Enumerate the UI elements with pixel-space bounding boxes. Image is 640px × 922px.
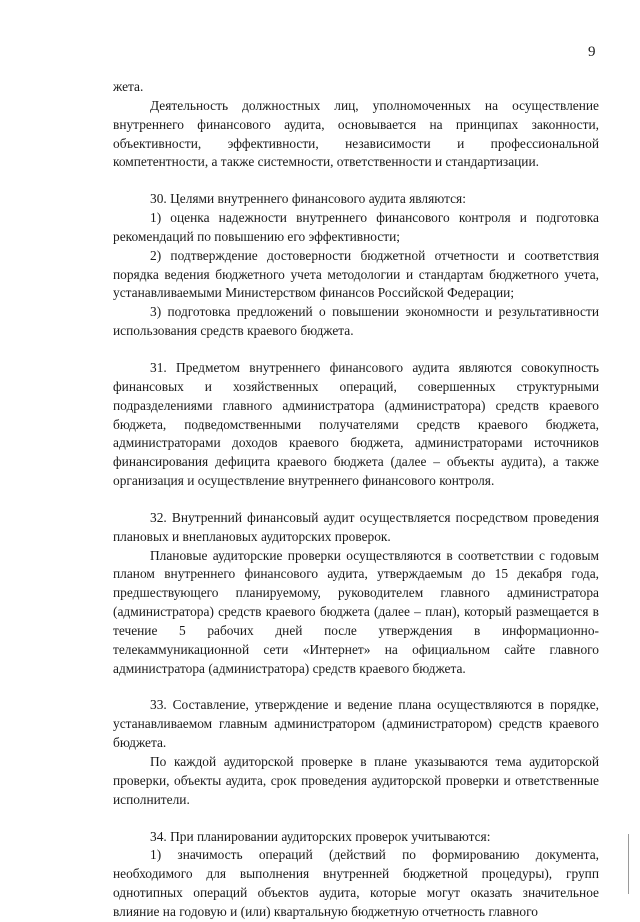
- paragraph: По каждой аудиторской проверке в плане указываются тема аудиторской проверки, объекты аудита, срок проведения аудиторской проверки и ответственные исполнители.: [113, 754, 599, 807]
- paragraph: 1) оценка надежности внутреннего финансового контроля и подготовка рекомендаций по повышению его эффективности;: [113, 210, 599, 244]
- paragraph: Плановые аудиторские проверки осуществляются в соответствии с годовым планом внутреннего финансового аудита, утверждаемым до 15 декабря года, предшествующего планируемому, руководителем главного администратора (администратора) средств краевого бюджета (далее – план), который размещается в течение 5 рабочих дней после утверждения в информационно-телекаммуникационной сети «Интернет» на официальном сайте главного администратора (администратора) средств краевого бюджета.: [113, 547, 599, 676]
- page-number: 9: [588, 44, 596, 60]
- paragraph: Деятельность должностных лиц, уполномоченных на осуществление внутреннего финансового аудита, основывается на принципах законности, объективности, эффективности, независимости и профессиональной компетентности, а также системности, ответственности и стандартизации.: [113, 97, 599, 170]
- paragraph: 30. Целями внутреннего финансового аудита являются:: [150, 191, 466, 207]
- paragraph: 2) подтверждение достоверности бюджетной отчетности и соответствия порядка ведения бюджетного учета методологии и стандартам бюджетного учета, устанавливаемыми Министерством финансов Российской Федерации;: [113, 247, 599, 301]
- paragraph: 34. При планировании аудиторских проверок учитываются:: [150, 828, 491, 844]
- paragraph: 32. Внутренний финансовый аудит осуществляется посредством проведения плановых и внеплановых аудиторских проверок.: [113, 509, 599, 544]
- paragraph: 33. Составление, утверждение и ведение плана осуществляются в порядке, устанавливаемом главным администратором (администратором) средств краевого бюджета.: [113, 697, 599, 751]
- paragraph: жета.: [113, 79, 144, 94]
- document-body: [113, 78, 599, 922]
- paragraph: 1) значимость операций (действий по формированию документа, необходимого для выполнения внутренней бюджетной процедуры), групп однотипных операций объектов аудита, которые могут оказать значительное влияние на годовую и (или) квартальную бюджетную отчетность главного: [113, 847, 599, 919]
- paragraph: 31. Предметом внутреннего финансового аудита являются совокупность финансовых и хозяйственных операций, совершенных структурными подразделениями главного администратора (администратора) средств краевого бюджета, подведомственными получателями средств краевого бюджета, администраторами доходов краевого бюджета, администраторами источников финансирования дефицита краевого бюджета (далее – объекты аудита), а также организация и осуществление внутреннего финансового контроля.: [113, 359, 599, 489]
- paragraph: 3) подготовка предложений о повышении экономности и результативности использования средств краевого бюджета.: [113, 304, 599, 339]
- scan-margin-mark: [628, 834, 629, 894]
